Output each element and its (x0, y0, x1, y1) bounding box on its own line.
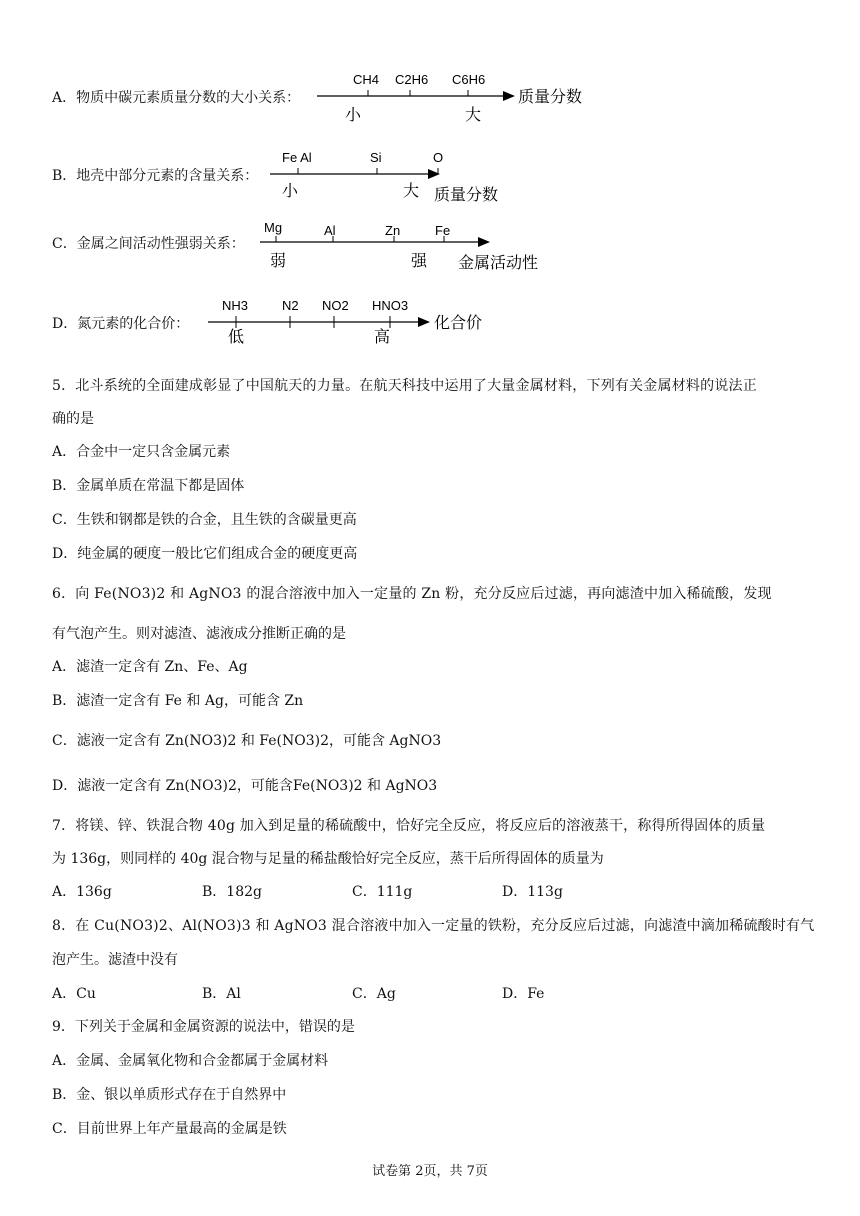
q6-stem-line2: 有气泡产生。则对滤渣、滤液成分推断正确的是 (52, 626, 346, 642)
q6-option-d: D．滤液一定含有 Zn(NO3)2，可能含Fe(NO3)2 和 AgNO3 (52, 778, 438, 794)
q6-stem-line1: 6．向 Fe(NO3)2 和 AgNO3 的混合溶液中加入一定量的 Zn 粉，充分反应后过滤，再向滤渣中加入稀硫酸，发现 (52, 586, 772, 602)
q6-option-a: A．滤渣一定含有 Zn、Fe、Ag (52, 659, 248, 675)
q7-option-b: B．182g (202, 884, 262, 900)
q4-option-c-label: C．金属之间活动性强弱关系： (52, 236, 245, 252)
high-label: 高 (374, 329, 391, 346)
tick-fe: Fe (435, 223, 451, 238)
tick-si: Si (370, 150, 382, 165)
q4-option-d-label: D．氮元素的化合价： (52, 316, 190, 332)
q8-option-a: A．Cu (52, 986, 96, 1002)
q6-option-c: C．滤液一定含有 Zn(NO3)2 和 Fe(NO3)2，可能含 AgNO3 (52, 733, 442, 749)
q8-option-b: B．Al (202, 986, 241, 1002)
metal-activity-number-line (258, 214, 558, 276)
q9-stem: 9．下列关于金属和金属资源的说法中，错误的是 (52, 1019, 355, 1035)
q7-stem-line1: 7．将镁、锌、铁混合物 40g 加入到足量的稀硫酸中，恰好完全反应，将反应后的溶液蒸干，称得所得固体的质量 (52, 818, 766, 834)
q7-option-a: A．136g (52, 884, 112, 900)
q7-option-d: D．113g (502, 884, 563, 900)
q7-option-c: C．111g (352, 884, 413, 900)
axis-label: 质量分数 (518, 89, 583, 106)
axis-label: 金属活动性 (458, 255, 539, 272)
q5-option-c: C．生铁和钢都是铁的合金，且生铁的含碳量更高 (52, 512, 357, 528)
nitrogen-valence-number-line (206, 294, 506, 348)
q8-stem-line2: 泡产生。滤渣中没有 (52, 952, 178, 968)
tick-c6h6: C6H6 (452, 72, 486, 87)
q9-option-c: C．目前世界上年产量最高的金属是铁 (52, 1121, 287, 1137)
tick-al: Al (324, 223, 336, 238)
q5-option-a: A．合金中一定只含金属元素 (52, 444, 231, 460)
q8-option-c: C．Ag (352, 986, 396, 1002)
q4-option-b-label: B．地壳中部分元素的含量关系： (52, 168, 259, 184)
q4-option-a-label: A．物质中碳元素质量分数的大小关系： (52, 90, 301, 106)
crust-element-number-line (268, 146, 528, 208)
low-label: 小 (345, 107, 362, 124)
q5-option-d: D．纯金属的硬度一般比它们组成合金的硬度更高 (52, 546, 358, 562)
carbon-mass-fraction-number-line (315, 62, 595, 128)
tick-o: O (433, 150, 444, 165)
tick-nh3: NH3 (222, 298, 249, 313)
axis-label: 质量分数 (434, 187, 499, 204)
high-label: 强 (411, 253, 428, 270)
page-footer: 试卷第 2页，共 7页 (372, 1164, 488, 1179)
tick-fe-al: Fe Al (282, 150, 312, 165)
q9-option-b: B．金、银以单质形式存在于自然界中 (52, 1087, 287, 1103)
low-label: 弱 (270, 253, 287, 270)
tick-hno3: HNO3 (372, 298, 409, 313)
tick-c2h6: C2H6 (395, 72, 429, 87)
q5-option-b: B．金属单质在常温下都是固体 (52, 478, 245, 494)
q6-option-b: B．滤渣一定含有 Fe 和 Ag，可能含 Zn (52, 693, 304, 709)
tick-no2: NO2 (322, 298, 349, 313)
tick-mg: Mg (264, 220, 283, 235)
q5-stem-line2: 确的是 (52, 411, 94, 427)
q7-stem-line2: 为 136g，则同样的 40g 混合物与足量的稀盐酸恰好完全反应，蒸干后所得固体的质量为 (52, 851, 604, 867)
axis-label: 化合价 (434, 315, 483, 332)
low-label: 低 (228, 329, 245, 346)
tick-ch4: CH4 (353, 72, 380, 87)
q8-option-d: D．Fe (502, 986, 545, 1002)
q8-stem-line1: 8．在 Cu(NO3)2、Al(NO3)3 和 AgNO3 混合溶液中加入一定量的铁粉，充分反应后过滤，向滤渣中滴加稀硫酸时有气 (52, 918, 815, 934)
q9-option-a: A．金属、金属氧化物和合金都属于金属材料 (52, 1053, 329, 1069)
tick-zn: Zn (385, 223, 401, 238)
tick-n2: N2 (282, 298, 299, 313)
high-label: 大 (403, 183, 420, 200)
high-label: 大 (465, 107, 482, 124)
q5-stem-line1: 5．北斗系统的全面建成彰显了中国航天的力量。在航天科技中运用了大量金属材料，下列有关金属材料的说法正 (52, 378, 757, 394)
low-label: 小 (282, 183, 299, 200)
